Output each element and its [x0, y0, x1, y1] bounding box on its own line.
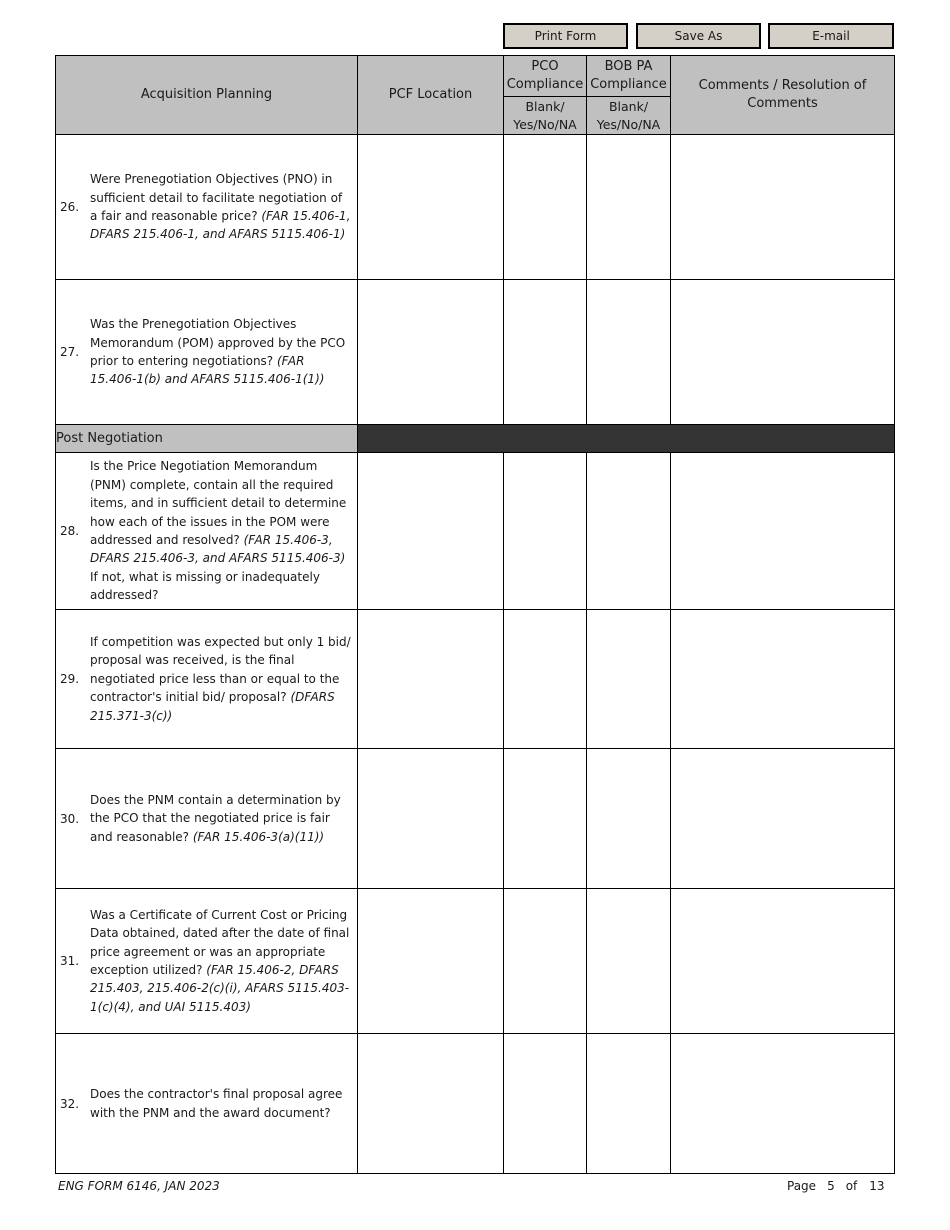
pco-compliance-field[interactable]: [504, 889, 587, 1034]
question-text: Does the contractor's final proposal agree with the PNM and the award document?: [90, 1087, 343, 1120]
pco-compliance-field[interactable]: [504, 280, 587, 425]
page-indicator: [787, 1179, 885, 1193]
comments-field[interactable]: [671, 749, 895, 889]
question-number: 32.: [60, 1096, 80, 1111]
bob-pa-compliance-field[interactable]: [587, 135, 671, 280]
comments-field[interactable]: [671, 610, 895, 749]
pcf-location-field[interactable]: [358, 135, 504, 280]
table-row: [56, 1034, 895, 1174]
header-pco-compliance: PCO Compliance: [504, 56, 587, 97]
question-number: 26.: [60, 200, 80, 214]
pco-compliance-field[interactable]: [504, 135, 587, 280]
question-cell: [56, 280, 358, 425]
email-button[interactable]: E-mail: [768, 23, 894, 49]
comments-field[interactable]: [671, 1034, 895, 1174]
header-comments: Comments / Resolution of Comments: [671, 56, 895, 135]
question-number: 31.: [60, 954, 80, 968]
section-post-negotiation: Post Negotiation: [56, 425, 358, 453]
question-cell: [56, 1034, 358, 1174]
bob-pa-compliance-field[interactable]: [587, 889, 671, 1034]
page-total: 13: [869, 1179, 885, 1193]
question-text: Does the PNM contain a determination by the PCO that the negotiated price is fair and reasonable? (FAR 15.406-3(a)(11)): [90, 792, 341, 844]
question-cell: [56, 453, 358, 610]
table-row: [56, 280, 895, 425]
pco-compliance-field[interactable]: [504, 749, 587, 889]
question-text: Was the Prenegotiation Objectives Memorandum (POM) approved by the PCO prior to entering negotiations? (FAR 15.406-1(b) and AFARS 5115.406-1(1)): [90, 317, 346, 387]
pco-compliance-field[interactable]: [504, 1034, 587, 1174]
question-number: 30.: [60, 811, 80, 826]
comments-field[interactable]: [671, 135, 895, 280]
comments-field[interactable]: [671, 280, 895, 425]
pcf-location-field[interactable]: [358, 453, 504, 610]
table-row: [56, 749, 895, 889]
question-cell: [56, 610, 358, 749]
comments-field[interactable]: [671, 453, 895, 610]
question-text: Were Prenegotiation Objectives (PNO) in sufficient detail to facilitate negotiation of a fair and reasonable price? (FAR 15.406-1, DFARS 215.406-1, and AFARS 5115.406-1): [90, 172, 351, 242]
header-bob-pa-compliance: BOB PA Compliance: [587, 56, 671, 97]
question-text: Is the Price Negotiation Memorandum (PNM) complete, contain all the required items, and in sufficient detail to determine how each of the issues in the POM were addressed and resolved? (FAR 15.406-3, DFARS 215.406-3, and AFARS 5115.406-3) If not, what is missing or inadequately addressed?: [90, 459, 347, 603]
question-text: Was a Certificate of Current Cost or Pricing Data obtained, dated after the date of final price agreement or was an appropriate exception utilized? (FAR 15.406-2, DFARS 215.403, 215.406-2(c)(i), AFARS 5115.403-1(c)(4), and UAI 5115.403): [90, 907, 350, 1014]
form-identifier: ENG FORM 6146, JAN 2023: [58, 1179, 220, 1193]
print-form-button[interactable]: Print Form: [503, 23, 628, 49]
question-number: 27.: [60, 345, 80, 359]
question-text: If competition was expected but only 1 bid/ proposal was received, is the final negotiated price less than or equal to the contractor's initial bid/ proposal? (DFARS 215.371-3(c)): [90, 634, 351, 723]
bob-pa-compliance-field[interactable]: [587, 1034, 671, 1174]
table-row: [56, 453, 895, 610]
compliance-table: [55, 55, 895, 1174]
bob-pa-compliance-field[interactable]: [587, 453, 671, 610]
pco-compliance-field[interactable]: [504, 610, 587, 749]
pcf-location-field[interactable]: [358, 889, 504, 1034]
page-current: 5: [827, 1179, 835, 1193]
pco-compliance-field[interactable]: [504, 453, 587, 610]
page-label: Page: [787, 1179, 817, 1193]
bob-pa-compliance-field[interactable]: [587, 280, 671, 425]
pcf-location-field[interactable]: [358, 610, 504, 749]
section-divider-bar: [358, 425, 895, 453]
pcf-location-field[interactable]: [358, 1034, 504, 1174]
question-cell: [56, 749, 358, 889]
bob-pa-compliance-field[interactable]: [587, 610, 671, 749]
table-row: [56, 610, 895, 749]
header-bob-answer-options: Blank/ Yes/No/NA: [587, 97, 671, 135]
header-acquisition-planning: Acquisition Planning: [56, 56, 358, 135]
bob-pa-compliance-field[interactable]: [587, 749, 671, 889]
table-row: [56, 135, 895, 280]
comments-field[interactable]: [671, 889, 895, 1034]
header-pco-answer-options: Blank/ Yes/No/NA: [504, 97, 587, 135]
page-of-label: of: [845, 1179, 858, 1193]
header-pcf-location: PCF Location: [358, 56, 504, 135]
question-number: 29.: [60, 672, 80, 686]
question-cell: [56, 135, 358, 280]
save-as-button[interactable]: Save As: [636, 23, 761, 49]
pcf-location-field[interactable]: [358, 280, 504, 425]
table-row: [56, 889, 895, 1034]
pcf-location-field[interactable]: [358, 749, 504, 889]
question-cell: [56, 889, 358, 1034]
question-number: 28.: [60, 524, 80, 538]
